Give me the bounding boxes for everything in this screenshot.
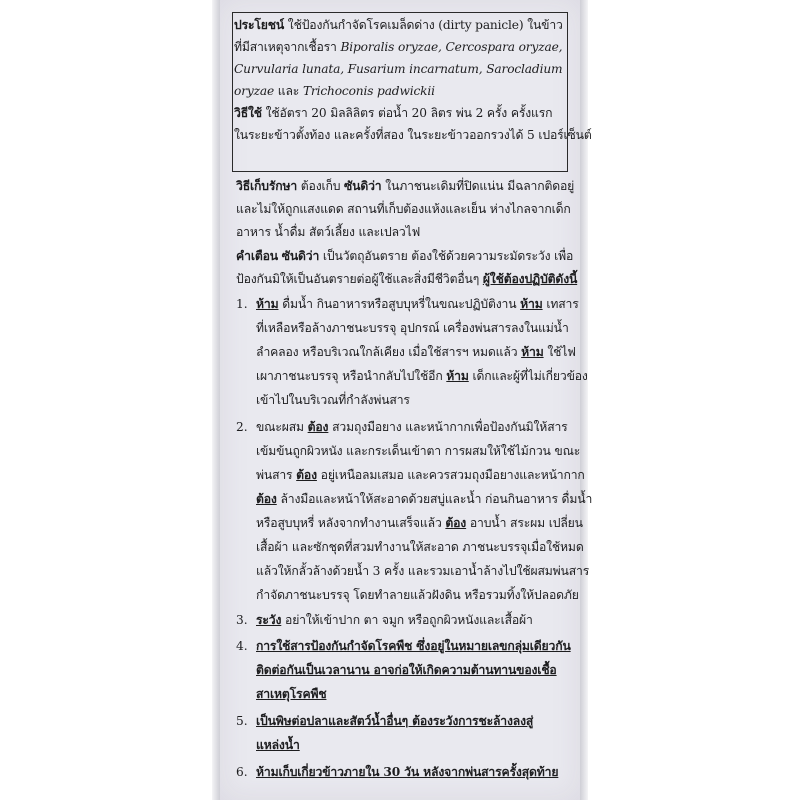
item-text: ใช้ไฟ — [543, 345, 576, 359]
item-2-line-7 — [256, 563, 590, 580]
usage-text-1: ใช้อัตรา 20 มิลลิลิตร ต่อน้ำ 20 ลิตร พ่น 2 ครั้ง ครั้งแรก — [261, 106, 553, 120]
item-text-bold: การใช้สารป้องกันกำจัดโรคพืช ซึ่งอยู่ในหมายเลขกลุ่มเดียวกัน — [256, 639, 571, 653]
item-1-line-2 — [256, 320, 572, 337]
item-text: เข้มข้นถูกผิวหนัง และกระเด็นเข้าตา การผสมให้ใช้ไม้กวน ขณะ — [256, 444, 581, 458]
usage-line-2 — [234, 127, 592, 144]
item-4-line-1 — [256, 638, 572, 655]
item-text: อยู่เหนือลมเสมอ และควรสวมถุงมือยางและหน้ากาก — [316, 468, 585, 482]
item-text: สวมถุงมือยาง และหน้ากากเพื่อป้องกันมิให้สาร — [328, 420, 568, 434]
item-text: ดื่มน้ำ กินอาหารหรือสูบบุหรี่ในขณะปฏิบัติงาน — [278, 297, 521, 311]
storage-line-1 — [236, 178, 575, 195]
storage-text-a: ต้องเก็บ — [297, 179, 345, 193]
pathogen-line-3 — [234, 83, 568, 100]
item-text: อย่าให้เข้าปาก ตา จมูก หรือถูกผิวหนังและเสื้อผ้า — [281, 613, 533, 627]
prohibit-word: ห้าม — [256, 297, 279, 311]
item-text: พ่นสาร — [256, 468, 297, 482]
item-number: 1. — [236, 297, 248, 311]
item-5-line-1 — [256, 713, 572, 730]
item-text: เสื้อผ้า และซักชุดที่สวมทำงานให้สะอาด ภาชนะบรรจุเมื่อใช้หมด — [256, 540, 584, 554]
item-1-line-4 — [256, 368, 588, 385]
item-text: ลำคลอง หรือบริเวณใกล้เคียง เมื่อใช้สารฯ หมดแล้ว — [256, 345, 522, 359]
must-word: ต้อง — [307, 420, 329, 434]
item-4-line-3 — [256, 686, 572, 703]
item-1-line-3 — [256, 344, 576, 361]
item-2-line-5 — [256, 515, 583, 532]
prohibit-word: ห้าม — [521, 345, 544, 359]
item-2-line-3 — [256, 467, 585, 484]
item-text-bold: แหล่งน้ำ — [256, 738, 300, 752]
prohibit-word: ห้าม — [446, 369, 469, 383]
must-word: ต้อง — [445, 516, 467, 530]
item-6-line-1 — [256, 764, 572, 781]
storage-line-3 — [236, 224, 570, 241]
caution-word: ระวัง — [256, 613, 282, 627]
storage-text-3: อาหาร น้ำดื่ม สัตว์เลี้ยง และเปลวไฟ — [236, 225, 421, 239]
item-2-line-4 — [256, 491, 593, 508]
benefit-text: ใช้ป้องกันกำจัดโรคเมล็ดด่าง (dirty panicle) ในข้าว — [284, 18, 563, 32]
item-5-line-2 — [256, 737, 572, 754]
item-text-bold: เป็นพิษต่อปลาและสัตว์น้ำอื่นๆ ต้องระวังการชะล้างลงสู่ — [256, 714, 534, 728]
item-1-line-1 — [256, 296, 579, 313]
item-text: ที่เหลือหรือล้างภาชนะบรรจุ อุปกรณ์ เครื่องพ่นสารลงในแม่น้ำ — [256, 321, 569, 335]
item-1-line-5 — [256, 392, 572, 409]
pathogen-and: และ — [274, 84, 303, 98]
bottle-edge-left — [212, 0, 220, 800]
item-text: กำจัดภาชนะบรรจุ โดยทำลายแล้วฝังดิน หรือรวมทิ้งให้ปลอดภัย — [256, 588, 579, 602]
warning-heading: คำเตือน — [236, 249, 278, 263]
item-text: แล้วให้กลั้วล้างด้วยน้ำ 3 ครั้ง และรวมเอาน้ำล้างไปใช้ผสมพ่นสาร — [256, 564, 590, 578]
pathogen-line-2 — [234, 61, 568, 78]
item-2-line-2 — [256, 443, 581, 460]
usage-heading: วิธีใช้ — [234, 106, 262, 120]
pathogen-line-1 — [234, 39, 568, 56]
product-name: ซันดิว่า — [281, 249, 320, 263]
item-number: 3. — [236, 613, 248, 627]
must-word: ต้อง — [296, 468, 317, 482]
warning-text-1: เป็นวัตถุอันตราย ต้องใช้ด้วยความระมัดระวัง เพื่อ — [319, 249, 574, 263]
storage-heading: วิธีเก็บรักษา — [236, 179, 298, 193]
item-number: 2. — [236, 420, 248, 434]
item-text-bold: สาเหตุโรคพืช — [256, 687, 327, 701]
item-text: ขณะผสม — [256, 420, 308, 434]
prohibit-word: ห้าม — [520, 297, 543, 311]
item-3-line-1 — [256, 612, 572, 629]
pathogen-names-1: Biporalis oryzae, Cercospara oryzae, — [340, 40, 563, 54]
item-4-line-2 — [256, 662, 572, 679]
item-text: เข้าไปในบริเวณที่กำลังพ่นสาร — [256, 393, 410, 407]
pathogen-intro: ที่มีสาเหตุจากเชื้อรา — [234, 40, 341, 54]
item-text: เทสาร — [542, 297, 579, 311]
product-label — [220, 0, 593, 800]
item-text-bold: ห้ามเก็บเกี่ยวข้าวภายใน 30 วัน หลังจากพ่นสารครั้งสุดท้าย — [256, 765, 559, 779]
product-name: ซันดิว่า — [344, 179, 382, 193]
warning-text-2: ป้องกันมิให้เป็นอันตรายต่อผู้ใช้และสิ่งมีชีวิตอื่นๆ — [236, 272, 483, 286]
warning-line-2 — [236, 271, 578, 288]
bottle-edge-right — [580, 0, 588, 800]
item-text: อาบน้ำ สระผม เปลี่ยน — [466, 516, 583, 530]
storage-text-2: และไม่ให้ถูกแสงแดด สถานที่เก็บต้องแห้งและเย็น ห่างไกลจากเด็ก — [236, 202, 571, 216]
item-text: เผาภาชนะบรรจุ หรือนำกลับไปใช้อีก — [256, 369, 447, 383]
item-text: ล้างมือและหน้าให้สะอาดด้วยสบู่และน้ำ ก่อนกินอาหาร ดื่มน้ำ — [276, 492, 593, 506]
item-2-line-1 — [256, 419, 572, 436]
usage-text-2: ในระยะข้าวตั้งท้อง และครั้งที่สอง ในระยะข้าวออกรวงได้ 5 เปอร์เซ็นต์ — [234, 128, 592, 142]
usage-line-1 — [234, 105, 568, 122]
item-2-line-8 — [256, 587, 579, 604]
item-text-bold: ติดต่อกันเป็นเวลานาน อาจก่อให้เกิดความต้านทานของเชื้อ — [256, 663, 557, 677]
storage-text-b: ในภาชนะเดิมที่ปิดแน่น มีฉลากติดอยู่ — [381, 179, 575, 193]
item-text: หรือสูบบุหรี่ หลังจากทำงานเสร็จแล้ว — [256, 516, 446, 530]
warning-instruction: ผู้ใช้ต้องปฏิบัติดังนี้ — [482, 272, 578, 286]
item-2-line-6 — [256, 539, 584, 556]
pathogen-names-4: Trichoconis padwickii — [302, 84, 435, 98]
storage-line-2 — [236, 201, 570, 218]
must-word: ต้อง — [256, 492, 277, 506]
item-number: 5. — [236, 714, 248, 728]
benefit-line — [234, 17, 568, 34]
item-number: 4. — [236, 639, 248, 653]
warning-line-1 — [236, 248, 574, 265]
benefit-heading: ประโยชน์ — [234, 18, 285, 32]
item-text: เด็กและผู้ที่ไม่เกี่ยวข้อง — [468, 369, 588, 383]
pathogen-names-3: oryzae — [234, 84, 275, 98]
pathogen-names-2: Curvularia lunata, Fusarium incarnatum, Sarocladium — [234, 62, 563, 76]
item-number: 6. — [236, 765, 248, 779]
